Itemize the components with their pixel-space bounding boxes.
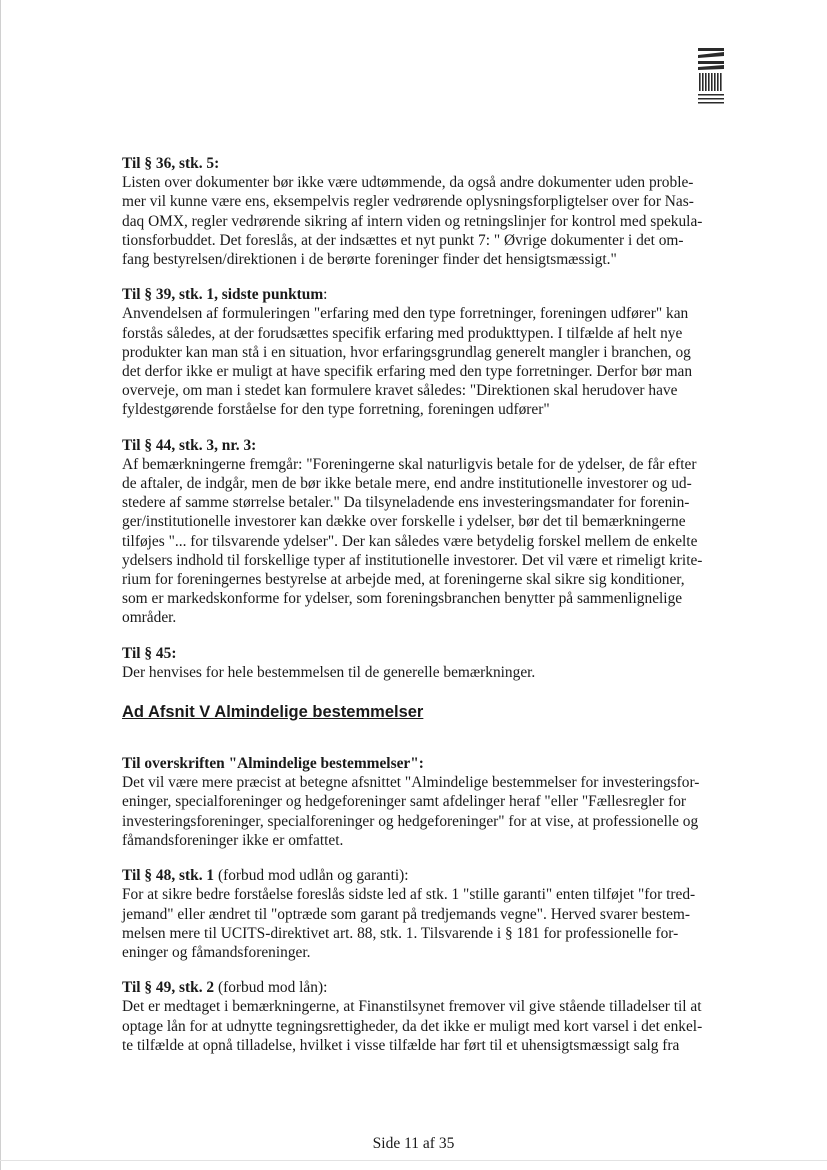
section-39-stk1 <box>122 285 754 419</box>
text-line: som er markedskonforme for ydelser, som foreningsbranchen benytter på sammenlignelige <box>122 590 683 608</box>
text-line: eninger og fåmandsforeninger. <box>122 943 311 961</box>
section-paragraph <box>122 885 754 962</box>
text-line: Det er medtaget i bemærkningerne, at Finanstilsynet fremover vil give stående tilladelser til at <box>122 998 702 1016</box>
text-line: Der henvises for hele bestemmelsen til de generelle bemærkninger. <box>122 663 536 681</box>
text-line: tionsforbuddet. Det foreslås, at der indsættes et nyt punkt 7: " Øvrige dokumenter i det om- <box>122 231 684 249</box>
text-line: fåmandsforeninger ikke er omfattet. <box>122 831 344 849</box>
section-36-stk5 <box>122 154 754 269</box>
section-paragraph <box>122 997 754 1055</box>
text-line: For at sikre bedre forståelse foreslås sidste led af stk. 1 "stille garanti" enten tilføjet "for tred- <box>122 886 696 904</box>
section-heading: Til § 48, stk. 1 (forbud mod udlån og garanti): <box>122 867 409 885</box>
page-number: Side 11 af 35 <box>372 1135 455 1152</box>
chapter-title: Ad Afsnit V Almindelige bestemmelser <box>122 703 424 722</box>
text-line: jemand" eller ændret til "optræde som garant på tredjemands vegne". Herved svarer bestem- <box>122 905 691 923</box>
section-heading: Til § 45: <box>122 644 177 662</box>
text-line: Anvendelsen af formuleringen "erfaring med den type forretninger, foreningen udfører" kan <box>122 305 689 323</box>
text-line: produkter kan man stå i en situation, hvor erfaringsgrundlag generelt mangler i branchen, og <box>122 343 691 361</box>
text-line: overveje, om man i stedet kan formulere kravet således: "Direktionen skal herudover have <box>122 382 678 400</box>
section-heading: Til § 36, stk. 5: <box>122 155 220 172</box>
section-paragraph <box>122 304 754 419</box>
text-line: forstås således, at der forudsættes specifik erfaring med produkttypen. I tilfælde af helt nye <box>122 324 683 342</box>
text-line: optage lån for at udnytte tegningsrettigheder, da det ikke er muligt med kort varsel i det enkel- <box>122 1017 703 1035</box>
section-heading: Til § 39, stk. 1, sidste punktum: <box>122 286 328 304</box>
text-line: tilføjes "... for tilsvarende ydelser". Der kan således være betydelig forskel mellem de enkelte <box>122 532 698 550</box>
section-48-stk1 <box>122 866 754 962</box>
text-line: Af bemærkningerne fremgår: "Foreningerne skal naturligvis betale for de ydelser, de får efter <box>122 455 697 473</box>
section-heading: Til § 44, stk. 3, nr. 3: <box>122 436 257 454</box>
text-line: te tilfælde at opnå tilladelse, hvilket i visse tilfælde har ført til et uhensigtsmæssigt salg fra <box>122 1036 680 1054</box>
text-line: melsen mere til UCITS-direktivet art. 88, stk. 1. Tilsvarende i § 181 for professionelle for- <box>122 924 679 942</box>
text-line: Listen over dokumenter bør ikke være udtømmende, da også andre dokumenter uden proble- <box>122 174 694 192</box>
section-paragraph <box>122 173 754 269</box>
text-line: rium for foreningernes bestyrelse at arbejde med, at foreningerne skal sikre sig konditioner, <box>122 571 685 589</box>
section-heading: Til § 49, stk. 2 (forbud mod lån): <box>122 979 328 997</box>
text-line: daq OMX, regler vedrørende sikring af intern viden og retningslinjer for kontrol med spekula- <box>122 212 703 230</box>
page-edge-line <box>0 0 1 1170</box>
section-heading: Til overskriften "Almindelige bestemmelser": <box>122 755 424 773</box>
text-line: eninger, specialforeninger og hedgeforeninger samt afdelinger heraf "eller "Fællesregler for <box>122 793 687 811</box>
text-line: områder. <box>122 609 177 627</box>
text-line: fang bestyrelsen/direktionen i de berørte foreninger finder det hensigtsmæssigt." <box>122 251 617 269</box>
section-paragraph <box>122 663 754 682</box>
section-paragraph <box>122 773 754 850</box>
section-49-stk2 <box>122 978 754 1055</box>
striped-logo-icon <box>698 46 724 106</box>
section-paragraph <box>122 455 754 628</box>
text-line: ger/institutionelle investorer kan dække over forskelle i ydelser, bør det til bemærkningerne <box>122 513 686 531</box>
section-overskriften <box>122 754 754 850</box>
page-bottom-line <box>0 1160 827 1161</box>
section-44-stk3 <box>122 436 754 628</box>
text-line: ydelsers indhold til forskellige typer af institutionelle investorer. Det vil være et rimeligt krite- <box>122 551 703 569</box>
text-line: investeringsforeninger, specialforeninger og hedgeforeninger" for at vise, at professionelle og <box>122 812 699 830</box>
text-line: mer vil kunne være ens, eksempelvis regler vedrørende oplysningsforpligtelser over for Nas- <box>122 193 694 211</box>
text-line: fyldestgørende forståelse for den type forretning, foreningen udfører" <box>122 401 550 419</box>
text-line: Det vil være mere præcist at betegne afsnittet "Almindelige bestemmelser for investeringsfor- <box>122 774 700 792</box>
text-line: de aftaler, de indgår, men de bør ikke betale mere, end andre institutionelle investorer og ud- <box>122 475 692 493</box>
section-45 <box>122 644 754 682</box>
text-line: det derfor ikke er muligt at have specifik erfaring med den type forretninger. Derfor bør man <box>122 363 693 381</box>
document-body <box>122 154 754 1071</box>
text-line: stedere af samme størrelse betaler." Da tilsyneladende ens investeringsmandater for forenin- <box>122 494 690 512</box>
